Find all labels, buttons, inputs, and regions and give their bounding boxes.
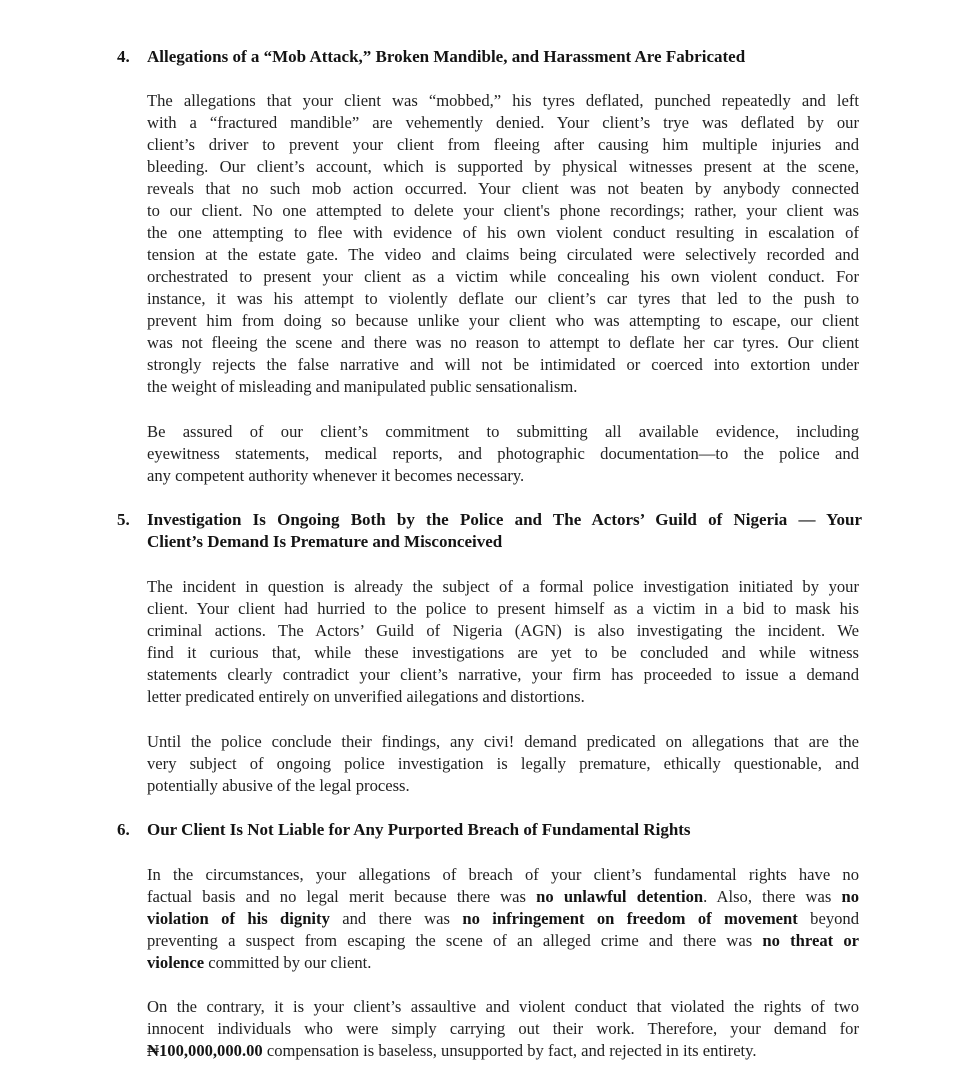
bold-emphasis: violation of his dignity <box>147 909 330 928</box>
text-run: beyond <box>797 909 860 928</box>
text-run: In the circumstances, your allegations of breach of your client’s fundamental rights have no <box>147 865 859 884</box>
section-5-paragraph-2 <box>147 731 859 797</box>
text-run: . Also, there was <box>703 887 842 906</box>
text-line: find it curious that, while these investigations are yet to be concluded and while witness <box>147 643 859 662</box>
section-4-paragraph-2 <box>147 421 859 487</box>
section-5-heading <box>117 509 862 553</box>
section-title: Allegations of a “Mob Attack,” Broken Mandible, and Harassment Are Fabricated <box>147 47 746 66</box>
text-line: the one attempting to flee with evidence of his own violent conduct resulting in escalation of <box>147 223 859 242</box>
text-line: bleeding. Our client’s account, which is supported by physical witnesses present at the scene, <box>147 157 859 176</box>
section-title: Our Client Is Not Liable for Any Purported Breach of Fundamental Rights <box>147 820 691 839</box>
text-line: reveals that no such mob action occurred. Your client was not beaten by anybody connected <box>147 179 859 198</box>
text-line <box>147 908 859 930</box>
bold-emphasis: no threat or <box>762 931 860 950</box>
section-4-paragraph-1 <box>147 90 859 398</box>
text-line <box>147 952 859 974</box>
section-title-line-2: Client’s Demand Is Premature and Misconceived <box>147 532 503 551</box>
text-line: Be assured of our client’s commitment to submitting all available evidence, including <box>147 422 859 441</box>
section-number: 5. <box>117 510 130 529</box>
text-line: with a “fractured mandible” are vehemently denied. Your client’s trye was deflated by our <box>147 113 859 132</box>
bold-emphasis: violence <box>147 953 205 972</box>
text-line <box>147 930 859 952</box>
text-run: factual basis and no legal merit because there was <box>147 887 537 906</box>
text-line <box>147 1018 859 1040</box>
section-6-heading <box>117 819 862 841</box>
text-line <box>147 886 859 908</box>
section-5-paragraph-1 <box>147 576 859 708</box>
section-number: 4. <box>117 47 130 66</box>
text-run: and there was <box>329 909 463 928</box>
text-line: orchestrated to present your client as a victim while concealing his own violent conduct. For <box>147 267 859 286</box>
text-line: instance, it was his attempt to violently deflate our client’s car tyres that led to the push to <box>147 289 859 308</box>
text-line: statements clearly contradict your client’s narrative, your firm has proceeded to issue a demand <box>147 665 859 684</box>
bold-emphasis: no <box>841 887 859 906</box>
text-line: any competent authority whenever it becomes necessary. <box>147 466 525 485</box>
section-4-heading <box>117 46 862 68</box>
text-line: client’s driver to prevent your client from fleeing after causing him multiple injuries and <box>147 135 859 154</box>
text-line <box>147 996 859 1018</box>
text-run: compensation is baseless, unsupported by fact, and rejected in its entirety. <box>262 1041 757 1060</box>
text-line <box>147 1040 859 1062</box>
text-run: On the contrary, it is your client’s assaultive and violent conduct that violated the rights of two <box>147 997 859 1016</box>
text-run: committed by our client. <box>204 953 372 972</box>
text-line: very subject of ongoing police investigation is legally premature, ethically questionable, and <box>147 754 859 773</box>
text-line <box>147 864 859 886</box>
text-line: potentially abusive of the legal process. <box>147 776 410 795</box>
text-run: innocent individuals who were simply carrying out their work. Therefore, your demand for <box>147 1019 859 1038</box>
bold-emphasis: no infringement on freedom of movement <box>462 909 798 928</box>
text-line: was not fleeing the scene and there was no reason to attempt to deflate her car tyres. Our client <box>147 333 859 352</box>
text-line: strongly rejects the false narrative and will not be intimidated or coerced into extortion under <box>147 355 859 374</box>
text-line: eyewitness statements, medical reports, and photographic documentation—to the police and <box>147 444 859 463</box>
section-6-paragraph-1 <box>147 864 859 974</box>
text-run: preventing a suspect from escaping the scene of an alleged crime and there was <box>147 931 763 950</box>
text-line: letter predicated entirely on unverified ailegations and distortions. <box>147 687 585 706</box>
text-line: to our client. No one attempted to delete your client's phone recordings; rather, your client was <box>147 201 859 220</box>
bold-emphasis: ₦100,000,000.00 <box>147 1041 263 1060</box>
text-line: criminal actions. The Actors’ Guild of Nigeria (AGN) is also investigating the incident. We <box>147 621 859 640</box>
text-line: the weight of misleading and manipulated public sensationalism. <box>147 377 578 396</box>
text-line: The allegations that your client was “mobbed,” his tyres deflated, punched repeatedly and left <box>147 91 859 110</box>
text-line: The incident in question is already the subject of a formal police investigation initiated by your <box>147 577 859 596</box>
text-line: client. Your client had hurried to the police to present himself as a victim in a bid to mask his <box>147 599 859 618</box>
bold-emphasis: no unlawful detention <box>536 887 704 906</box>
text-line: Until the police conclude their findings, any civi! demand predicated on allegations that are the <box>147 732 859 751</box>
section-6-paragraph-2 <box>147 996 859 1062</box>
section-number: 6. <box>117 820 130 839</box>
text-line: tension at the estate gate. The video and claims being circulated were selectively recorded and <box>147 245 859 264</box>
text-line: prevent him from doing so because unlike your client who was attempting to escape, our client <box>147 311 859 330</box>
section-title-line-1: Investigation Is Ongoing Both by the Police and The Actors’ Guild of Nigeria — Your <box>147 510 862 529</box>
